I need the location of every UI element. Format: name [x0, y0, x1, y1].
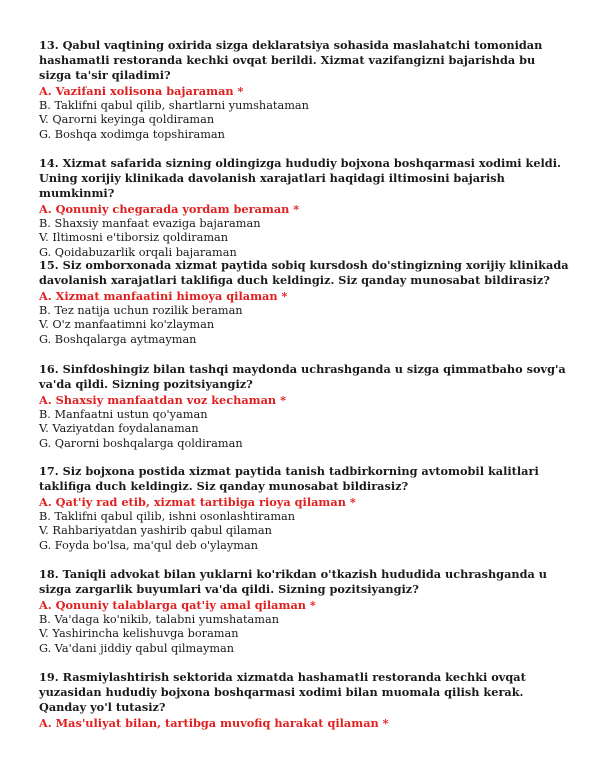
question-block-14 [39, 156, 569, 260]
answer-option-correct: A. Qonuniy talablarga qat'iy amal qilaman * [39, 598, 316, 612]
answer-option-correct: A. Mas'uliyat bilan, tartibga muvofiq harakat qilaman * [39, 716, 389, 730]
question-text: 13. Qabul vaqtining oxirida sizga deklaratsiya sohasida maslahatchi tomonidan hashamatli restoranda kechki ovqat berildi. Xizmat vazifangizni bajarishda bu sizga ta'sir qiladimi? [39, 38, 543, 82]
answer-option-correct: A. Qonuniy chegarada yordam beraman * [39, 202, 300, 216]
question-text: 15. Siz omborxonada xizmat paytida sobiq kursdosh do'stingizning xorijiy klinikada davolanish xarajatlari taklifiga duch keldingiz. Siz qanday munosabat bildirasiz? [39, 258, 569, 287]
answer-option-correct: A. Vazifani xolisona bajaraman * [39, 84, 244, 98]
answer-option: G. Va'dani jiddiy qabul qilmayman [39, 641, 235, 655]
question-block-16 [39, 362, 569, 451]
answer-option-correct: A. Qat'iy rad etib, xizmat tartibiga rioya qilaman * [39, 495, 356, 509]
answer-option-correct: A. Xizmat manfaatini himoya qilaman * [39, 289, 288, 303]
answer-option: G. Qarorni boshqalarga qoldiraman [39, 436, 243, 450]
question-block-13 [39, 38, 569, 142]
answer-option: V. Qarorni keyinga qoldiraman [39, 113, 215, 127]
question-text: 18. Taniqli advokat bilan yuklarni ko'rikdan o'tkazish hududida uchrashganda u sizga zargarlik buyumlari va'da qildi. Sizning pozitsiyangiz? [39, 567, 547, 596]
answer-option: B. Va'daga ko'nikib, talabni yumshataman [39, 612, 279, 626]
question-text: 16. Sinfdoshingiz bilan tashqi maydonda uchrashganda u sizga qimmatbaho sovg'a va'da qildi. Sizning pozitsiyangiz? [39, 362, 566, 391]
answer-option: G. Boshqa xodimga topshiraman [39, 127, 225, 141]
answer-option: B. Shaxsiy manfaat evaziga bajaraman [39, 216, 261, 230]
answer-option: B. Tez natija uchun rozilik beraman [39, 303, 243, 317]
answer-option: G. Foyda bo'lsa, ma'qul deb o'ylayman [39, 538, 258, 552]
answer-option-correct: A. Shaxsiy manfaatdan voz kechaman * [39, 393, 286, 407]
answer-option: V. Iltimosni e'tiborsiz qoldiraman [39, 231, 229, 245]
question-text: 17. Siz bojxona postida xizmat paytida tanish tadbirkorning avtomobil kalitlari taklifiga duch keldingiz. Siz qanday munosabat bildirasiz? [39, 464, 539, 493]
answer-option: B. Manfaatni ustun qo'yaman [39, 407, 208, 421]
question-text: 14. Xizmat safarida sizning oldingizga hududiy bojxona boshqarmasi xodimi keldi. Uning xorijiy klinikada davolanish xarajatlari haqidagi iltimosini bajarish mumkinmi? [39, 156, 561, 200]
question-block-19 [39, 670, 569, 731]
answer-option: V. O'z manfaatimni ko'zlayman [39, 318, 215, 332]
answer-option: V. Rahbariyatdan yashirib qabul qilaman [39, 524, 272, 538]
question-text: 19. Rasmiylashtirish sektorida xizmatda hashamatli restoranda kechki ovqat yuzasidan hududiy bojxona boshqarmasi xodimi bilan muomala qilish kerak. Qanday yo'l tutasiz? [39, 670, 526, 714]
answer-option: B. Taklifni qabul qilib, ishni osonlashtiraman [39, 509, 296, 523]
question-block-18 [39, 567, 569, 656]
question-block-17 [39, 464, 569, 553]
answer-option: B. Taklifni qabul qilib, shartlarni yumshataman [39, 98, 309, 112]
question-block-15 [39, 258, 569, 347]
answer-option: V. Vaziyatdan foydalanaman [39, 422, 199, 436]
answer-option: V. Yashirincha kelishuvga boraman [39, 627, 239, 641]
answer-option: G. Boshqalarga aytmayman [39, 332, 197, 346]
answer-option: G. Qoidabuzarlik orqali bajaraman [39, 245, 237, 259]
